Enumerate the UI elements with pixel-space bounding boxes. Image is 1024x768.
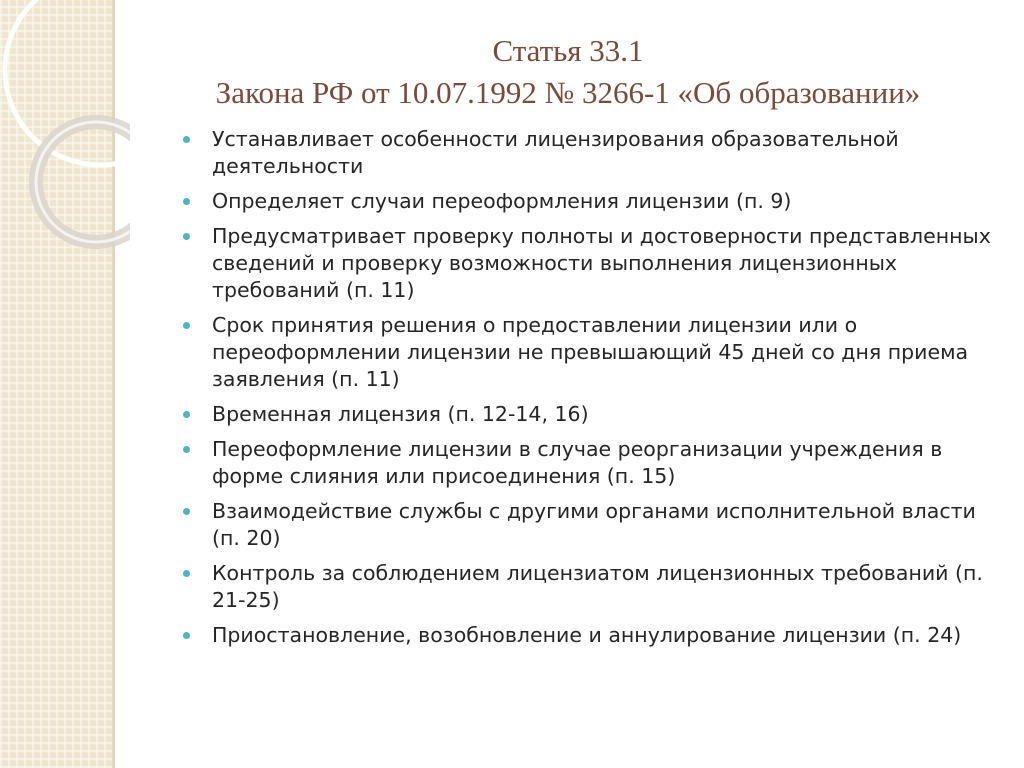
list-item [180,312,1010,393]
list-item [180,188,1010,215]
list-item-text: Приостановление, возобновление и аннулирование лицензии (п. 24) [212,623,962,647]
slide-title [112,30,1024,114]
list-item [180,436,1010,490]
list-item-text: Предусматривает проверку полноты и достоверности представленных сведений и проверку возможности выполнения лицензионных требований (п. 11) [212,224,991,302]
list-item-text: Определяет случаи переоформления лицензии (п. 9) [212,189,792,213]
bullet-dot-icon [183,570,190,577]
title-line-1: Статья 33.1 [492,33,644,68]
bullet-dot-icon [183,411,190,418]
bullet-dot-icon [183,136,190,143]
list-item [180,622,1010,649]
list-item [180,498,1010,552]
list-item [180,223,1010,304]
bullet-dot-icon [183,508,190,515]
bullet-dot-icon [183,233,190,240]
list-item-text: Контроль за соблюдением лицензиатом лицензионных требований (п. 21-25) [212,561,983,612]
bullet-dot-icon [183,632,190,639]
bullet-dot-icon [183,322,190,329]
list-item [180,560,1010,614]
bullet-dot-icon [183,198,190,205]
decorative-circles [0,0,130,300]
list-item [180,401,1010,428]
bullet-list [180,126,1010,657]
title-line-2: Закона РФ от 10.07.1992 № 3266-1 «Об образовании» [215,75,921,110]
list-item-text: Взаимодействие службы с другими органами исполнительной власти (п. 20) [212,499,976,550]
list-item-text: Устанавливает особенности лицензирования образовательной деятельности [212,127,899,178]
list-item-text: Временная лицензия (п. 12-14, 16) [212,402,589,426]
list-item-text: Переоформление лицензии в случае реорганизации учреждения в форме слияния или присоединения (п. 15) [212,437,943,488]
list-item-text: Срок принятия решения о предоставлении лицензии или о переоформлении лицензии не превышающий 45 дней со дня приема заявления (п. 11) [212,313,969,391]
bullet-dot-icon [183,446,190,453]
list-item [180,126,1010,180]
